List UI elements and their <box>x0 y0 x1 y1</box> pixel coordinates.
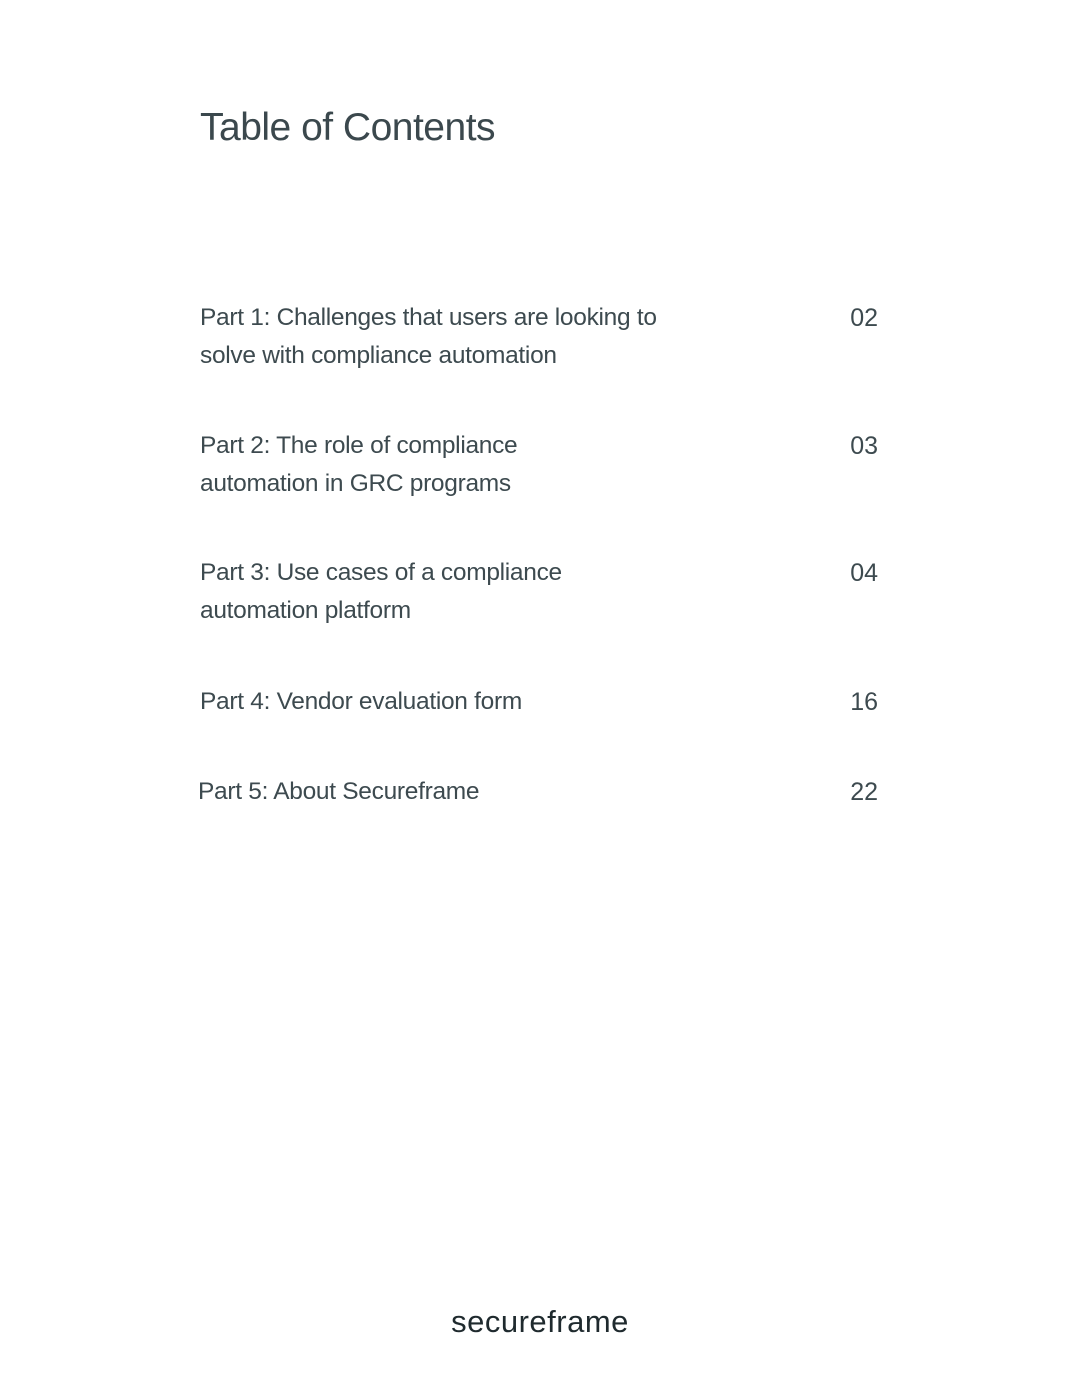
toc-entry-page-number: 03 <box>850 432 878 460</box>
toc-entry-page-number: 22 <box>850 778 878 806</box>
toc-entry-label: Part 2: The role of compliance automation in GRC programs <box>200 432 518 497</box>
toc-entry-label: Part 5: About Secureframe <box>198 778 480 805</box>
toc-entry-page-number: 16 <box>850 688 878 716</box>
toc-entry-label: Part 1: Challenges that users are looking to solve with compliance automation <box>200 304 657 369</box>
toc-entry-page-number: 04 <box>850 559 878 587</box>
toc-entry-page-number: 02 <box>850 304 878 332</box>
toc-entry-label: Part 3: Use cases of a compliance automation platform <box>200 559 562 624</box>
toc-entry-label: Part 4: Vendor evaluation form <box>200 688 522 715</box>
secureframe-logo: secureframe <box>451 1304 629 1339</box>
page-title: Table of Contents <box>200 106 496 149</box>
